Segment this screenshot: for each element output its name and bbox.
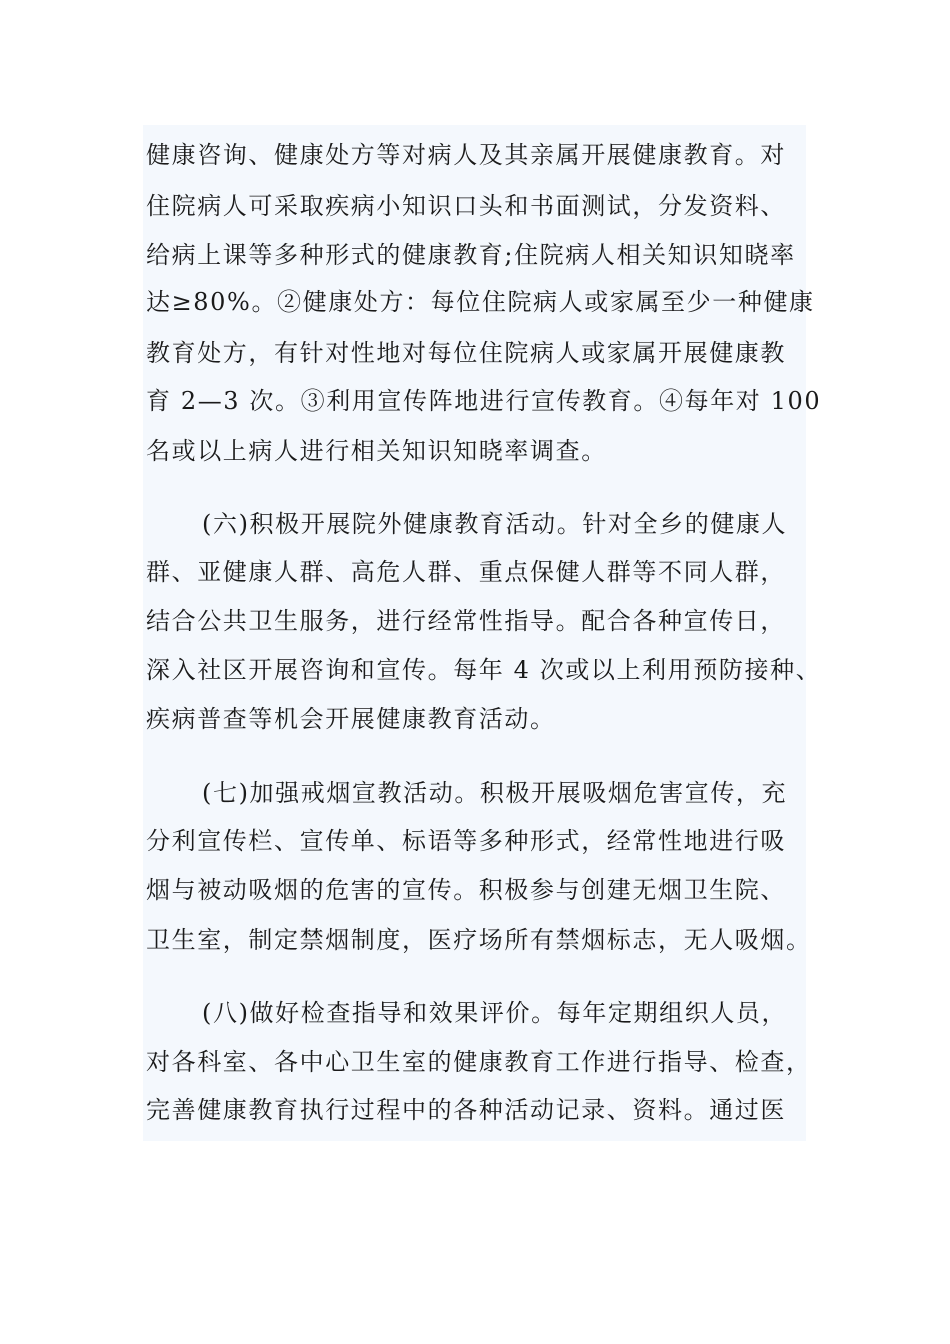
text-line: 分利宣传栏、宣传单、标语等多种形式，经常性地进行吸 — [146, 827, 786, 855]
text-line: 名或以上病人进行相关知识知晓率调查。 — [146, 437, 607, 465]
paragraph-heading-line: (八)做好检查指导和效果评价。每年定期组织人员， — [202, 999, 788, 1027]
text-line: 教育处方，有针对性地对每位住院病人或家属开展健康教 — [146, 339, 786, 367]
text-line: 完善健康教育执行过程中的各种活动记录、资料。通过医 — [146, 1096, 786, 1124]
text-line: 达≥80%。②健康处方：每位住院病人或家属至少一种健康 — [146, 288, 815, 316]
document-text-block — [143, 125, 822, 1141]
text-line: 健康咨询、健康处方等对病人及其亲属开展健康教育。对 — [146, 141, 786, 169]
text-line: 住院病人可采取疾病小知识口头和书面测试，分发资料、 — [146, 192, 786, 220]
text-line: 烟与被动吸烟的危害的宣传。积极参与创建无烟卫生院、 — [146, 876, 786, 904]
paragraph-heading-line: (六)积极开展院外健康教育活动。针对全乡的健康人 — [202, 510, 788, 538]
text-line: 给病上课等多种形式的健康教育;住院病人相关知识知晓率 — [146, 241, 796, 269]
text-line: 结合公共卫生服务，进行经常性指导。配合各种宣传日， — [146, 607, 786, 635]
text-line: 深入社区开展咨询和宣传。每年 4 次或以上利用预防接种、 — [146, 656, 822, 684]
text-line: 群、亚健康人群、高危人群、重点保健人群等不同人群， — [146, 558, 786, 586]
text-line: 疾病普查等机会开展健康教育活动。 — [146, 705, 556, 733]
text-line: 对各科室、各中心卫生室的健康教育工作进行指导、检查， — [146, 1048, 812, 1076]
paragraph-heading-line: (七)加强戒烟宣教活动。积极开展吸烟危害宣传，充 — [202, 779, 788, 807]
text-line: 育 2—3 次。③利用宣传阵地进行宣传教育。④每年对 100 — [146, 387, 822, 415]
text-line: 卫生室，制定禁烟制度，医疗场所有禁烟标志，无人吸烟。 — [146, 926, 812, 954]
